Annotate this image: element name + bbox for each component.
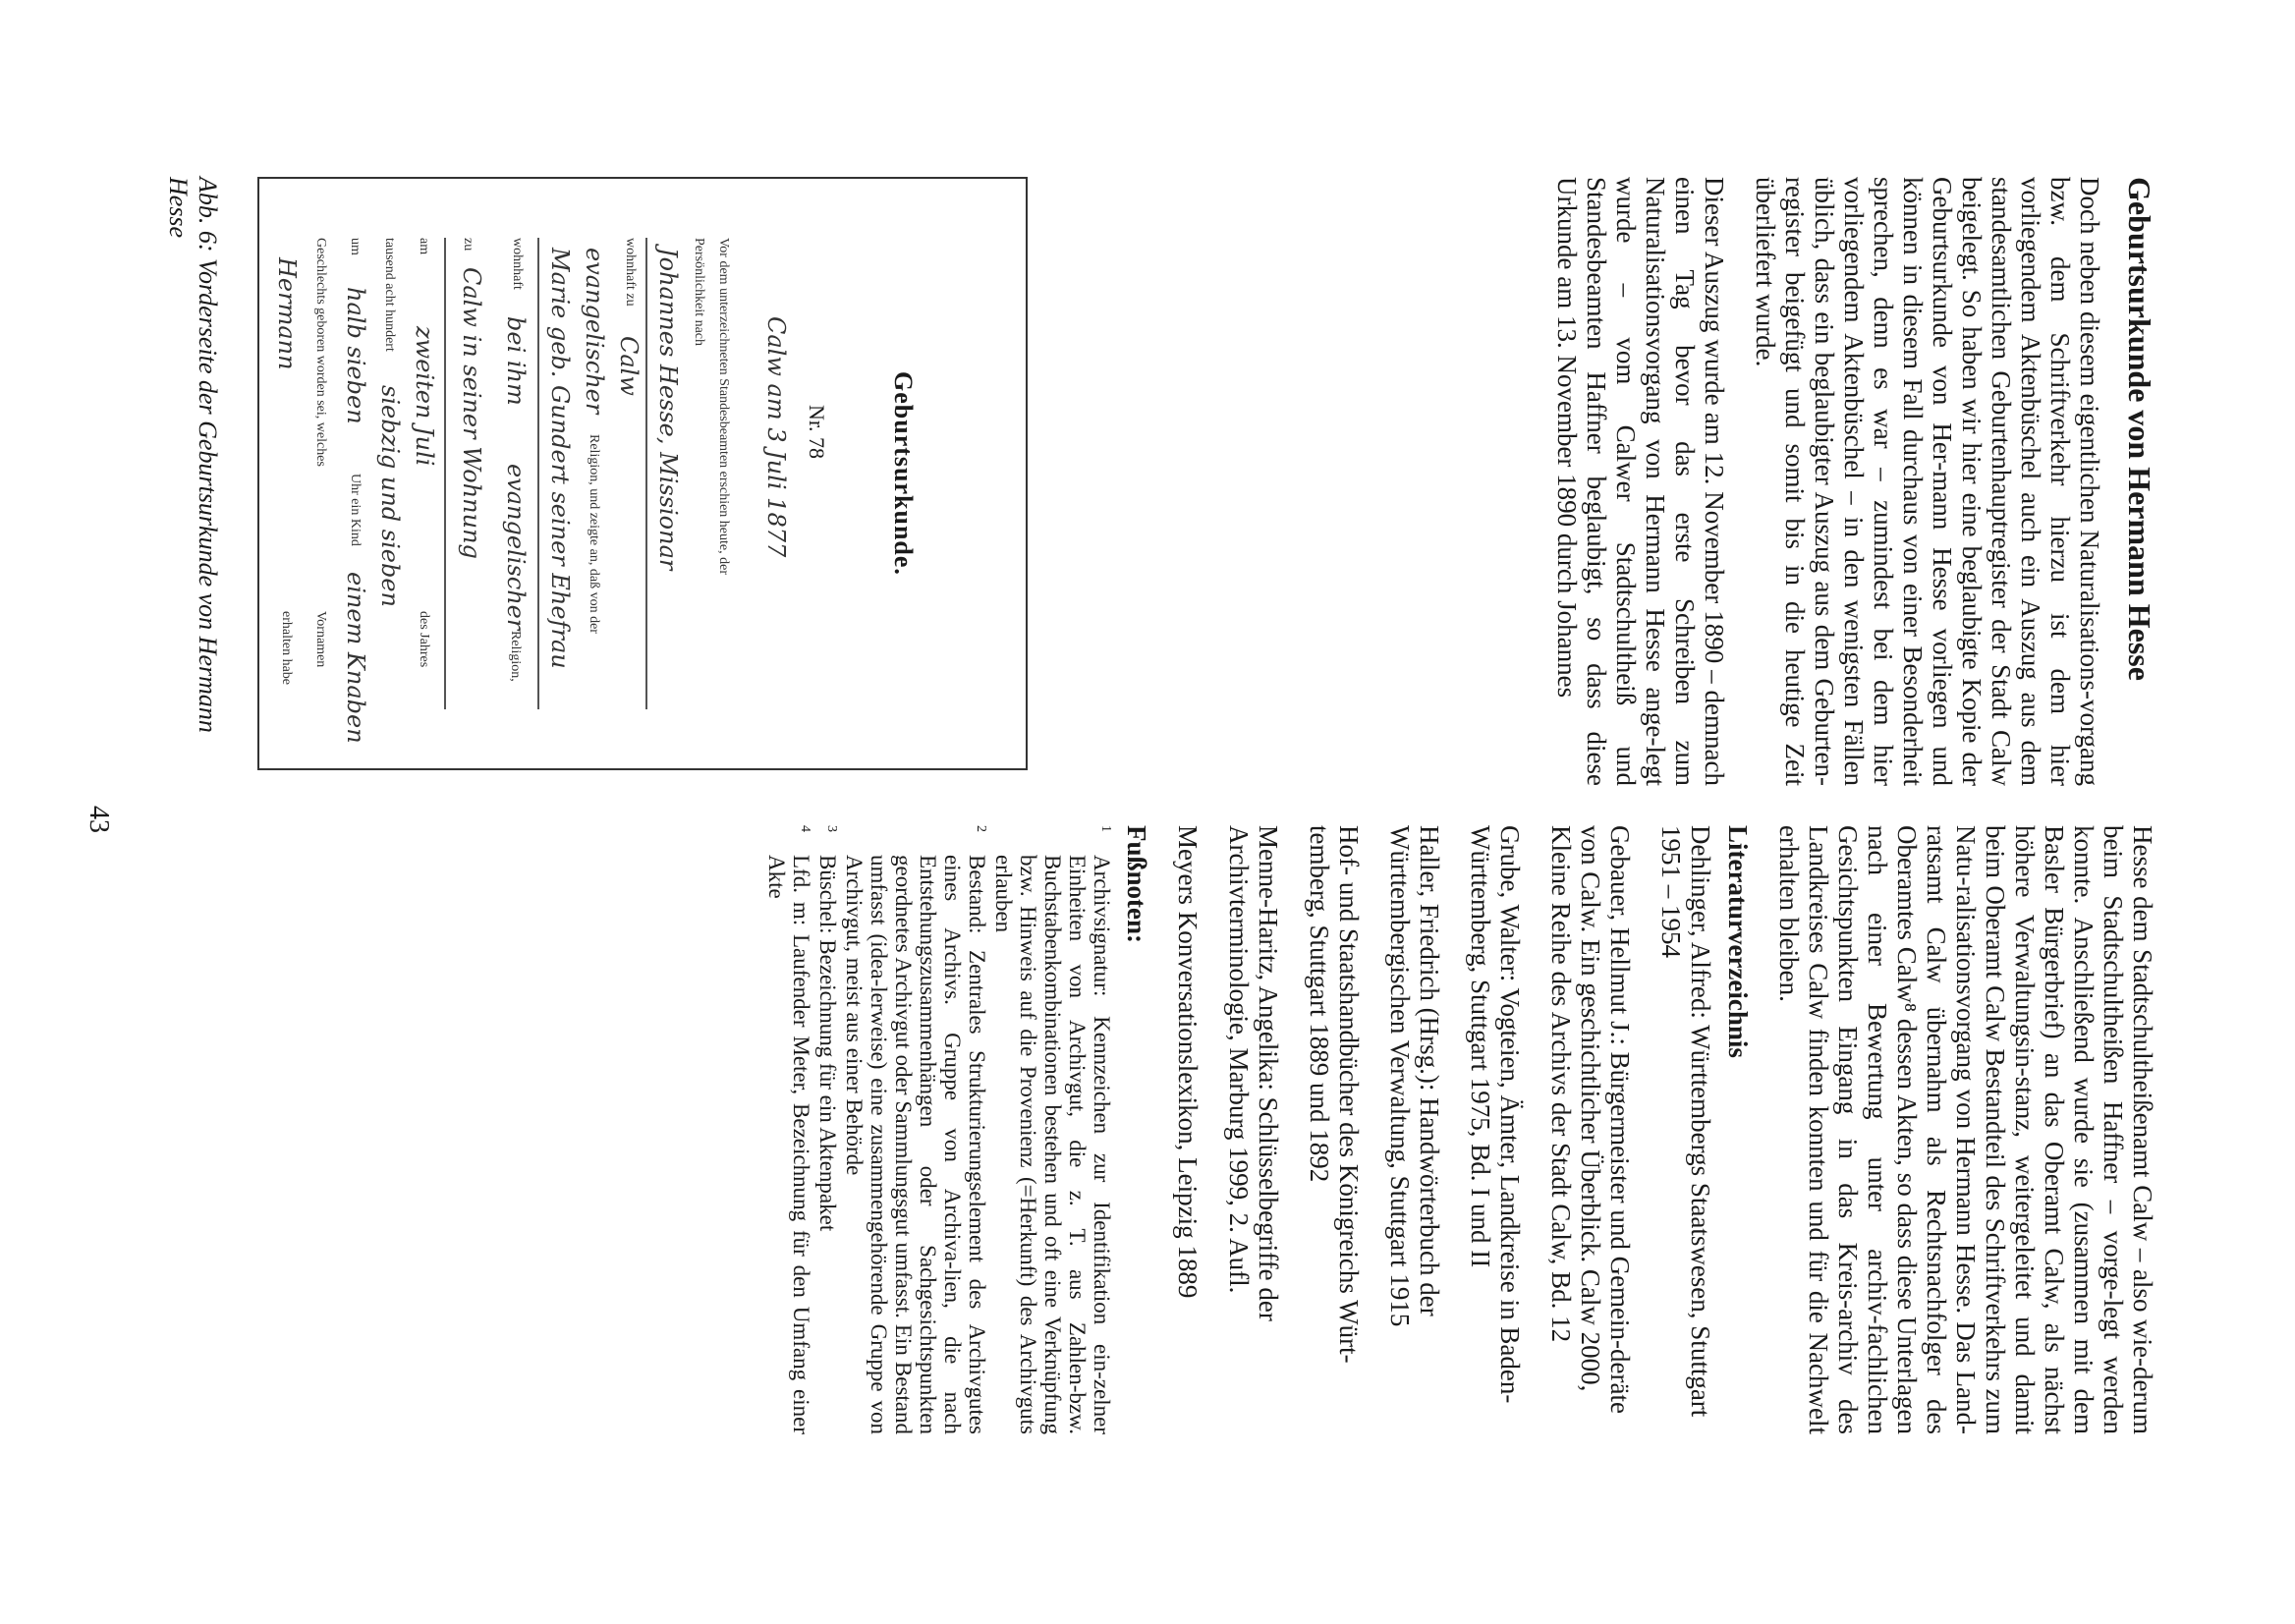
certificate-line: um xyxy=(348,238,363,255)
certificate-handwriting: einem Knaben xyxy=(342,572,369,744)
literature-item: Haller, Friedrich (Hrsg.): Handwörterbuch der Württembergischen Verwaltung, Stuttgart 1915 xyxy=(1385,825,1444,1327)
certificate-handwriting: halb sieben xyxy=(342,287,369,424)
certificate-title: Geburtsurkunde. xyxy=(889,371,918,576)
certificate-handwriting: Johannes Hesse, Missionar xyxy=(654,248,682,571)
right-column xyxy=(762,825,2157,1434)
footnote xyxy=(842,825,989,1434)
certificate-line: am xyxy=(417,238,431,255)
certificate-line: Persönlichkeit nach xyxy=(692,238,706,347)
literature-item: Dehlinger, Alfred: Württembergs Staatswesen, Stuttgart 1951 – 1954 xyxy=(1656,825,1715,1418)
certificate-handwriting: zweiten Juli xyxy=(411,326,438,467)
certificate-handwriting: Marie geb. Gundert seiner Ehefrau xyxy=(546,248,574,669)
certificate-line: Religion, xyxy=(508,631,523,682)
footnote-text: Lfd. m: Laufender Meter, Bezeichnung für den Umfang einer Akte xyxy=(764,855,813,1434)
certificate-line: Geschlechts geboren worden sei, welches xyxy=(313,238,328,467)
certificate-line: wohnhaft xyxy=(510,238,525,290)
footnote-text: Archivsignatur: Kennzeichen zur Identifikation ein-zelner Einheiten von Archivgut, die z. T. aus Zahlen-bzw. Buchstabenkombinationen bestehen und oft eine Verknüpfung bzw. Hinweis auf die Provenienz (=Herkunft) des Archivguts erlauben xyxy=(991,855,1114,1434)
footnote-number: 1 xyxy=(1098,825,1113,832)
certificate-number: Nr. 78 xyxy=(805,405,829,459)
certificate-handwriting: Hermann xyxy=(273,257,301,370)
footnotes-heading: Fußnoten: xyxy=(1122,825,1151,944)
figure-caption: Abb. 6: Vorderseite der Geburtsurkunde von Hermann Hesse xyxy=(164,177,222,733)
literature-item: Hof- und Staatshandbücher des Königreichs Würt-temberg, Stuttgart 1889 und 1892 xyxy=(1305,825,1364,1364)
certificate-line: Vor dem unterzeichneten Standesbeamten erschien heute, der xyxy=(716,238,731,575)
certificate-place-date: Calw am 3 Juli 1877 xyxy=(762,316,790,558)
certificate-line: Vornamen xyxy=(313,611,328,668)
certificate-handwriting: Calw xyxy=(615,336,643,396)
certificate-rule xyxy=(537,238,539,709)
certificate-line: erhalten habe xyxy=(279,611,294,686)
birth-certificate-image xyxy=(257,177,1028,770)
left-column xyxy=(1531,177,2157,786)
footnote-list xyxy=(764,825,1114,1434)
footnote xyxy=(991,825,1114,1434)
paragraph: Hesse dem Stadtschultheißenamt Calw – also wie-derum beim Stadtschultheißen Haffner – vorge-legt werden konnte. Anschließend wurde sie (zusammen mit dem Basler Bürgerbrief) an das Oberamt Calw, als nächst höhere Verwaltungsin-stanz, weitergeleitet und damit beim Oberamt Calw Bestandteil des Schriftverkehrs zum Natu-ralisationsvorgang von Hermann Hesse. Das Land-ratsamt Calw übernahm als Rechtsnachfolger des Oberamtes Calw⁸ dessen Akten, so dass diese Unterlagen nach einer Bewertung unter archiv-fachlichen Gesichtspunkten Eingang in das Kreis-archiv des Landkreises Calw finden konnten und für die Nachwelt erhalten bleiben. xyxy=(1774,825,2157,1434)
literature-item: Meyers Konversationslexikon, Leipzig 1889 xyxy=(1173,825,1203,1299)
footnote-text: Bestand: Zentrales Strukturierungselement des Archivgutes eines Archivs. Gruppe von Archiva-lien, die nach Entstehungszusammenhängen oder Sachgesichtspunkten geordnetes Archivgut oder Sammlungsgut umfasst. Ein Bestand umfasst (idea-lerweise) eine zusammengehörende Gruppe von Archivgut, meist aus einer Behörde xyxy=(842,855,989,1434)
footnote-text: Büschel: Bezeichnung für ein Aktenpaket xyxy=(815,855,840,1232)
certificate-line: wohnhaft zu xyxy=(623,238,638,307)
literature-heading: Literaturverzeichnis xyxy=(1723,825,1753,1058)
certificate-line: zu xyxy=(461,238,476,252)
certificate-rule xyxy=(444,238,446,709)
paragraph: Dieser Auszug wurde am 12. November 1890 – demnach einen Tag bevor das erste Schreiben zum Naturalisationsvorgang von Hermann Hesse ange-legt wurde – vom Calwer Stadtschultheiß und Standesbeamten Haffner beglaubigt, so dass diese Urkunde am 13. November 1890 durch Johannes xyxy=(1552,177,1729,786)
footnote xyxy=(815,825,840,1434)
paragraph: Doch neben diesem eigentlichen Naturalisations-vorgang bzw. dem Schriftverkehr hierzu ist dem hier vorliegendem Aktenbüschel auch ein Auszug aus dem standesamtlichen Geburtenhauptregister der Stadt Calw beigelegt. So haben wir hier eine beglaubigte Kopie der Geburtsurkunde von Her-mann Hesse vorliegen und können in diesem Fall durchaus von einer Besonderheit sprechen, denn es war – zumindest bei dem hier vorliegendem Aktenbüschel – in den wenigsten Fällen üblich, dass ein beglaubigter Auszug aus dem Geburten-register beigefügt und somit bis in die heutige Zeit überliefert wurde. xyxy=(1751,177,2104,786)
certificate-line: Religion, und zeigte an, daß von der xyxy=(587,434,601,634)
literature-item: Grube, Walter: Vogteien, Ämter, Landkreise in Baden-Württemberg, Stuttgart 1975, Bd. I und II xyxy=(1466,825,1525,1404)
certificate-handwriting: siebzig und sieben xyxy=(376,385,404,607)
certificate-rule xyxy=(645,238,647,709)
literature-item: Menne-Haritz, Angelika: Schlüsselbegriffe der Archivterminologie, Marburg 1999, 2. Aufl. xyxy=(1224,825,1283,1321)
literature-item: Gebauer, Hellmut J.: Bürgermeister und Gemein-deräte von Calw. Ein geschichtlicher Überblick. Calw 2000, Kleine Reihe des Archivs der Stadt Calw, Bd. 12 xyxy=(1546,825,1635,1414)
footnote-number: 3 xyxy=(824,825,839,832)
certificate-handwriting: Calw in seiner Wohnung xyxy=(458,267,485,559)
certificate-line: tausend acht hundert xyxy=(382,238,397,352)
certificate-line: des Jahres xyxy=(417,611,431,668)
footnote xyxy=(764,825,813,1434)
footnote-number: 4 xyxy=(798,825,812,832)
footnote-number: 2 xyxy=(974,825,988,832)
certificate-line: Uhr ein Kind xyxy=(348,474,363,546)
certificate-handwriting: bei ihm xyxy=(502,316,530,406)
certificate-handwriting: evangelischer xyxy=(581,248,608,415)
certificate-handwriting: evangelischer xyxy=(502,464,530,631)
section-heading: Geburtsurkunde von Hermann Hesse xyxy=(2122,177,2157,681)
page-number: 43 xyxy=(84,806,114,833)
